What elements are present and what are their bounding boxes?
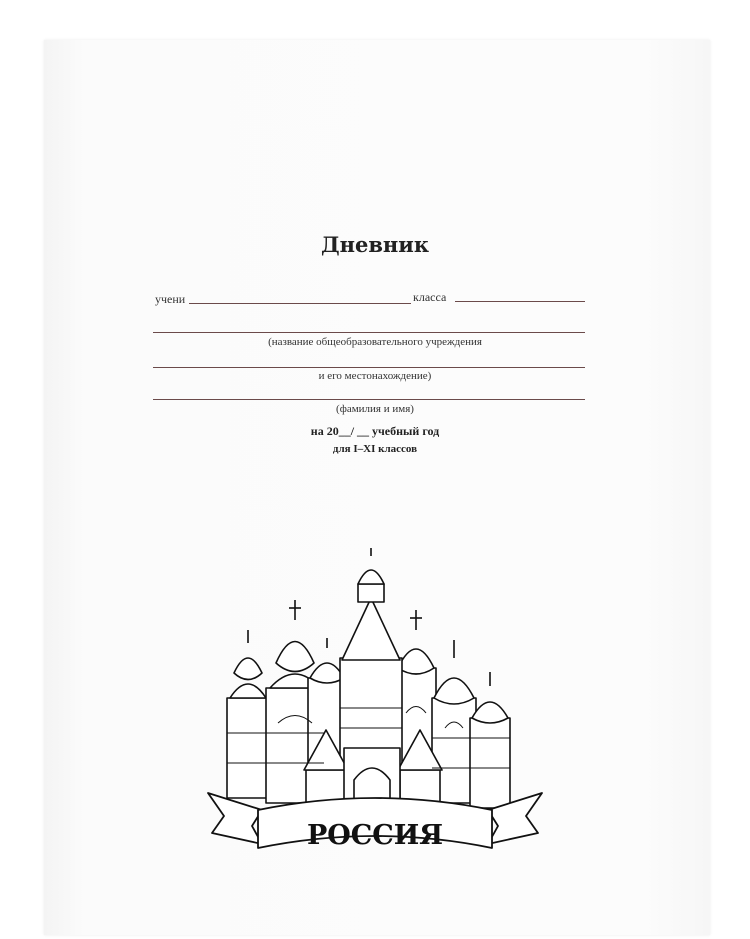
banner-text: РОССИЯ bbox=[306, 820, 444, 851]
student-line bbox=[189, 303, 411, 304]
student-label: учени bbox=[155, 292, 186, 306]
diary-title: Дневник bbox=[320, 232, 430, 257]
class-line bbox=[455, 301, 585, 302]
school-line bbox=[153, 332, 585, 333]
school-year: на 20__/ __ учебный год bbox=[310, 424, 440, 438]
st-basil-cathedral-icon bbox=[200, 548, 550, 863]
grades-range: для I–XI классов bbox=[332, 443, 418, 455]
name-caption: (фамилия и имя) bbox=[336, 403, 414, 415]
name-line bbox=[153, 399, 585, 400]
school-caption: (название общеобразовательного учреждения bbox=[268, 336, 482, 348]
location-line bbox=[153, 367, 585, 368]
class-label: класса bbox=[413, 290, 447, 304]
location-caption: и его местонахождение) bbox=[318, 370, 432, 382]
